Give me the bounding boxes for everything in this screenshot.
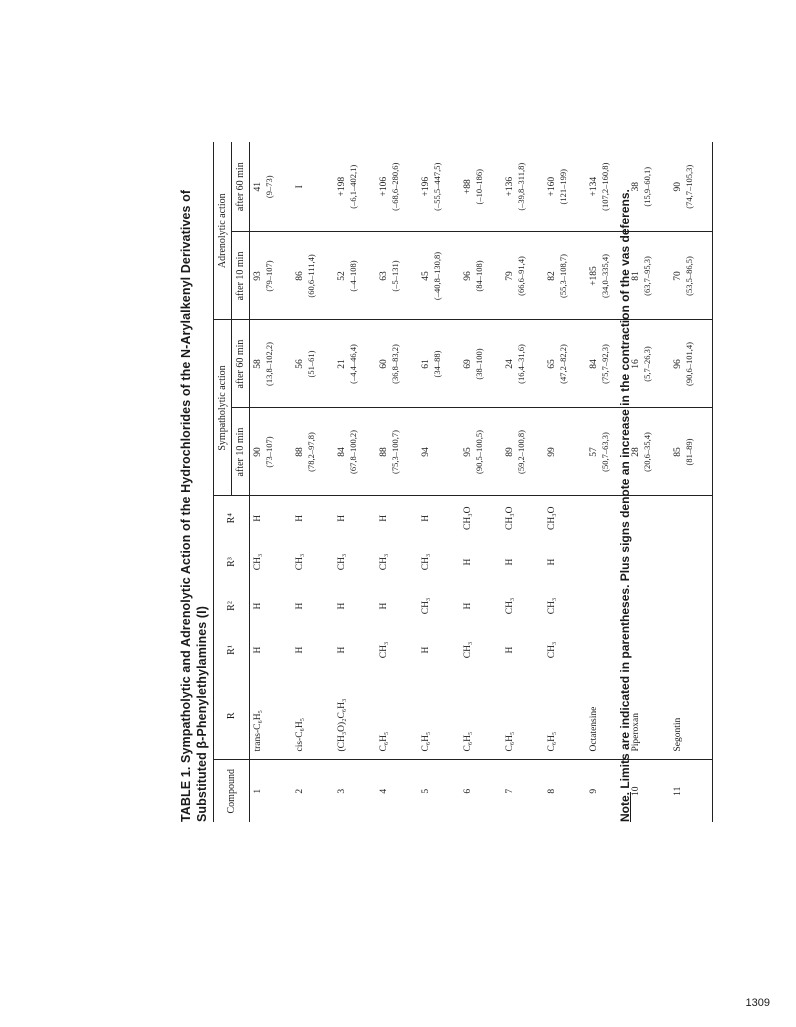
sympatholytic-after60-limits: (5,7–26,3) — [642, 346, 652, 382]
adrenolytic-after10-limits: (53,5–86,5) — [684, 256, 694, 296]
sympatholytic-after10-value: 95 — [463, 447, 473, 457]
adrenolytic-after10-value: 96 — [463, 271, 473, 281]
compound-number: 4 — [379, 788, 389, 794]
sympatholytic-after60-cell — [250, 320, 293, 408]
adrenolytic-after10-limits: (–4–108) — [348, 260, 358, 292]
compound-r1 — [628, 628, 670, 672]
header-r1: R¹ — [214, 628, 250, 672]
adrenolytic-after10-value: 82 — [547, 271, 557, 281]
adrenolytic-after60-value: +136 — [505, 176, 515, 197]
adrenolytic-after60-value: 41 — [253, 181, 263, 192]
table-row — [334, 142, 376, 822]
compound-r4: H — [421, 514, 431, 522]
sympatholytic-after10-value: 85 — [673, 447, 683, 457]
compound-r4: H — [337, 514, 347, 522]
sympatholytic-after60-cell — [628, 320, 670, 408]
sympatholytic-after10-limits: (20,6–35,4) — [642, 432, 652, 472]
header-adr-after60: after 60 min — [232, 142, 250, 232]
adrenolytic-after10-cell — [418, 232, 460, 320]
adrenolytic-after10-cell — [250, 232, 293, 320]
note-label: Note. — [618, 792, 632, 822]
sympatholytic-after60-limits: (36,8–83,2) — [390, 344, 400, 384]
table-row — [628, 142, 670, 822]
table-row — [376, 142, 418, 822]
sympatholytic-after10-cell — [418, 408, 460, 496]
sympatholytic-after60-cell — [376, 320, 418, 408]
sympatholytic-after60-value: 96 — [673, 359, 683, 369]
note-text: Limits are indicated in parentheses. Plus signs denote an increase in the contraction of the vas deferens. — [618, 189, 632, 789]
compound-r4: H — [379, 514, 389, 522]
adrenolytic-after60-limits: (–68,6–280,6) — [390, 162, 400, 211]
compound-r: trans-C₆H₅ — [250, 672, 293, 760]
adrenolytic-after60-value: +160 — [547, 176, 557, 197]
adrenolytic-after60-limits: (74,7–105,3) — [684, 164, 694, 209]
page-number: 1309 — [745, 997, 770, 1009]
adrenolytic-after60-value: 38 — [631, 181, 641, 192]
compound-r2: CH₃ — [547, 597, 557, 615]
adrenolytic-after60-limits: (–39,8–311,8) — [516, 162, 526, 211]
table-row — [502, 142, 544, 822]
sympatholytic-after10-cell — [292, 408, 334, 496]
compound-r: Segontin — [670, 672, 713, 760]
header-sym-after60: after 60 min — [232, 320, 250, 408]
sympatholytic-after60-limits: (90,6–101,4) — [684, 342, 694, 386]
sympatholytic-after60-cell — [418, 320, 460, 408]
adrenolytic-after10-cell — [334, 232, 376, 320]
table-row — [670, 142, 713, 822]
rotated-table-page — [178, 142, 694, 822]
compound-r2: H — [463, 602, 473, 610]
compound-r4 — [670, 496, 713, 540]
compound-r1: H — [253, 646, 263, 654]
sympatholytic-after60-value: 56 — [295, 359, 305, 369]
adrenolytic-after10-limits: (55,3–108,7) — [558, 254, 568, 298]
sympatholytic-after10-value: 57 — [589, 447, 599, 457]
compound-number: 9 — [589, 788, 599, 794]
sympatholytic-after10-limits: (50,7–63,3) — [600, 432, 610, 472]
header-sym-after10: after 10 min — [232, 408, 250, 496]
header-compound: Compound — [214, 760, 250, 822]
adrenolytic-after10-cell — [670, 232, 713, 320]
sympatholytic-after60-limits: (51–61) — [306, 350, 316, 378]
sympatholytic-after60-limits: (34–88) — [432, 350, 442, 378]
compound-r4 — [628, 496, 670, 540]
sympatholytic-after10-cell — [334, 408, 376, 496]
adrenolytic-after10-limits: (84–108) — [474, 260, 484, 292]
adrenolytic-after10-value: 63 — [379, 271, 389, 281]
compound-r2: H — [253, 602, 263, 610]
compound-r2 — [670, 584, 713, 628]
sympatholytic-after60-value: 58 — [253, 359, 263, 369]
compound-r2: H — [337, 602, 347, 610]
sympatholytic-after10-cell — [544, 408, 586, 496]
table-row — [418, 142, 460, 822]
compound-r: (CH₃O)₂C₆H₃ — [334, 672, 376, 760]
sympatholytic-after60-cell — [544, 320, 586, 408]
sympatholytic-after10-cell — [250, 408, 293, 496]
sympatholytic-after60-limits: (38–100) — [474, 348, 484, 380]
sympatholytic-after10-cell — [460, 408, 502, 496]
adrenolytic-after10-cell — [460, 232, 502, 320]
sympatholytic-after10-value: 84 — [337, 447, 347, 457]
data-table — [213, 142, 713, 822]
compound-r: C₆H₅ — [460, 672, 502, 760]
compound-r2: H — [379, 602, 389, 610]
adrenolytic-after10-limits: (79–107) — [264, 260, 274, 292]
sympatholytic-after10-cell — [670, 408, 713, 496]
table-body — [250, 142, 713, 822]
compound-r: Octatensine — [586, 672, 628, 760]
compound-r1 — [670, 628, 713, 672]
adrenolytic-after60-value: +196 — [421, 176, 431, 197]
sympatholytic-after10-limits: (78,2–97,8) — [306, 432, 316, 472]
sympatholytic-after10-value: 88 — [379, 447, 389, 457]
sympatholytic-after60-value: 60 — [379, 359, 389, 369]
compound-r3: H — [505, 558, 515, 566]
table-row — [292, 142, 334, 822]
sympatholytic-after60-limits: (75,7–92,3) — [600, 344, 610, 384]
adrenolytic-after60-limits: (–10–186) — [474, 169, 484, 205]
adrenolytic-after60-limits: (107,2–160,8) — [600, 162, 610, 211]
adrenolytic-after60-cell — [292, 142, 334, 232]
compound-r4: H — [295, 514, 305, 522]
compound-number: 6 — [463, 788, 473, 794]
adrenolytic-after10-cell — [376, 232, 418, 320]
compound-number: 8 — [547, 788, 557, 794]
compound-r3 — [628, 540, 670, 584]
compound-r2: CH₃ — [421, 597, 431, 615]
compound-r: C₆H₅ — [544, 672, 586, 760]
compound-r2: H — [295, 602, 305, 610]
compound-r3: CH₃ — [253, 553, 263, 571]
header-r3: R³ — [214, 540, 250, 584]
compound-number: 7 — [505, 788, 515, 794]
sympatholytic-after60-value: 16 — [631, 359, 641, 369]
sympatholytic-after10-limits: (73–107) — [264, 436, 274, 468]
table-header — [214, 142, 250, 822]
adrenolytic-after60-cell — [544, 142, 586, 232]
compound-r3: H — [547, 558, 557, 566]
adrenolytic-after60-cell — [670, 142, 713, 232]
sympatholytic-after60-value: 24 — [505, 359, 515, 369]
compound-number: 3 — [337, 788, 347, 794]
adrenolytic-after60-cell — [376, 142, 418, 232]
sympatholytic-after60-cell — [292, 320, 334, 408]
compound-number: 5 — [421, 788, 431, 794]
adrenolytic-after60-value: +88 — [463, 179, 473, 195]
header-r2: R² — [214, 584, 250, 628]
header-sympatholytic: Sympatholytic action — [214, 320, 232, 496]
sympatholytic-after60-cell — [502, 320, 544, 408]
header-r: R — [214, 672, 250, 760]
adrenolytic-after60-cell — [460, 142, 502, 232]
compound-r: Piperoxan — [628, 672, 670, 760]
compound-r1: H — [337, 646, 347, 654]
adrenolytic-after60-value: +106 — [379, 176, 389, 197]
adrenolytic-after60-value: +134 — [589, 176, 599, 197]
sympatholytic-after60-limits: (16,4–31,6) — [516, 344, 526, 384]
adrenolytic-after10-limits: (66,6–91,4) — [516, 256, 526, 296]
sympatholytic-after60-cell — [460, 320, 502, 408]
adrenolytic-after60-value: +198 — [337, 176, 347, 197]
adrenolytic-after10-cell — [628, 232, 670, 320]
adrenolytic-after60-cell — [250, 142, 293, 232]
adrenolytic-after10-limits: (34,0–335,4) — [600, 254, 610, 298]
adrenolytic-after60-cell — [502, 142, 544, 232]
adrenolytic-after10-cell — [292, 232, 334, 320]
compound-number: 1 — [253, 788, 263, 794]
adrenolytic-after10-value: 81 — [631, 271, 641, 281]
header-adr-after10: after 10 min — [232, 232, 250, 320]
sympatholytic-after10-limits: (67,8–100,2) — [348, 430, 358, 474]
sympatholytic-after60-value: 61 — [421, 359, 431, 369]
sympatholytic-after60-limits: (–4,4–46,4) — [348, 344, 358, 384]
table-title: TABLE 1. Sympatholytic and Adrenolytic Action of the Hydrochlorides of the N-Arylalkenyl Derivatives of Substituted β-Phenylethylamines (I) — [179, 189, 209, 822]
sympatholytic-after60-limits: (13,8–102,2) — [264, 342, 274, 386]
sympatholytic-after60-value: 84 — [589, 359, 599, 369]
adrenolytic-after60-value: 90 — [673, 181, 683, 192]
sympatholytic-after10-value: 88 — [295, 447, 305, 457]
adrenolytic-after10-value: 79 — [505, 271, 515, 281]
adrenolytic-after60-cell — [334, 142, 376, 232]
compound-r3: CH₃ — [295, 553, 305, 571]
compound-r1: CH₃ — [379, 641, 389, 659]
compound-r4: CH₃O — [547, 506, 557, 530]
compound-number: 10 — [631, 786, 641, 796]
adrenolytic-after10-limits: (63,7–95,3) — [642, 256, 652, 296]
compound-r1: H — [505, 646, 515, 654]
adrenolytic-after60-cell — [628, 142, 670, 232]
adrenolytic-after60-limits: (–6,1–402,1) — [348, 164, 358, 209]
compound-r4: H — [253, 514, 263, 522]
adrenolytic-after10-limits: (–5–131) — [390, 260, 400, 292]
table-row — [544, 142, 586, 822]
adrenolytic-after10-value: 45 — [421, 271, 431, 281]
table-row — [460, 142, 502, 822]
compound-r: C₆H₅ — [418, 672, 460, 760]
compound-r: C₆H₅ — [502, 672, 544, 760]
sympatholytic-after10-limits: (75,3–100,7) — [390, 430, 400, 474]
sympatholytic-after10-cell — [376, 408, 418, 496]
sympatholytic-after10-value: 99 — [547, 447, 557, 457]
table-row — [250, 142, 293, 822]
sympatholytic-after60-value: 65 — [547, 359, 557, 369]
table-note — [618, 142, 632, 822]
adrenolytic-after60-limits: (15,9–60,1) — [642, 166, 652, 207]
compound-r1: CH₃ — [463, 641, 473, 659]
sympatholytic-after60-value: 21 — [337, 359, 347, 369]
compound-r4: CH₃O — [505, 506, 515, 530]
compound-r3: CH₃ — [379, 553, 389, 571]
compound-r: C₆H₅ — [376, 672, 418, 760]
adrenolytic-after60-limits: (121–199) — [558, 169, 568, 205]
adrenolytic-after10-limits: (60,6–111,4) — [306, 254, 316, 298]
adrenolytic-after10-limits: (–40,8–130,8) — [432, 251, 442, 301]
compound-r3 — [670, 540, 713, 584]
sympatholytic-after10-value: 90 — [253, 447, 263, 457]
sympatholytic-after60-cell — [670, 320, 713, 408]
compound-r1: H — [295, 646, 305, 654]
sympatholytic-after10-value: 89 — [505, 447, 515, 457]
sympatholytic-after10-limits: (81–89) — [684, 438, 694, 466]
header-r4: R⁴ — [214, 496, 250, 540]
sympatholytic-after10-limits: (90,5–100,5) — [474, 430, 484, 474]
compound-r2 — [628, 584, 670, 628]
compound-r3: CH₃ — [337, 553, 347, 571]
compound-r3: CH₃ — [421, 553, 431, 571]
adrenolytic-after10-cell — [544, 232, 586, 320]
adrenolytic-after10-value: 93 — [253, 271, 263, 281]
sympatholytic-after10-value: 94 — [421, 447, 431, 457]
sympatholytic-after60-cell — [334, 320, 376, 408]
sympatholytic-after10-cell — [502, 408, 544, 496]
compound-r1: H — [421, 646, 431, 654]
adrenolytic-after10-value: 52 — [337, 271, 347, 281]
adrenolytic-after60-limits: (–55,5–447,5) — [432, 162, 442, 211]
sympatholytic-after60-limits: (47,2–82,2) — [558, 344, 568, 384]
compound-r4: CH₃O — [463, 506, 473, 530]
adrenolytic-after10-cell — [502, 232, 544, 320]
header-adrenolytic: Adrenolytic action — [214, 142, 232, 320]
sympatholytic-after10-limits: (59,2–100,8) — [516, 430, 526, 474]
sympatholytic-after10-cell — [628, 408, 670, 496]
sympatholytic-after60-value: 69 — [463, 359, 473, 369]
sympatholytic-after10-value: 28 — [631, 447, 641, 457]
adrenolytic-after60-cell — [418, 142, 460, 232]
adrenolytic-after60-value: I — [295, 185, 305, 189]
compound-number: 2 — [295, 788, 305, 794]
compound-r1: CH₃ — [547, 641, 557, 659]
adrenolytic-after10-value: 70 — [673, 271, 683, 281]
compound-number: 11 — [670, 760, 713, 822]
compound-r: cis-C₆H₅ — [292, 672, 334, 760]
compound-r3: H — [463, 558, 473, 566]
adrenolytic-after10-value: 86 — [295, 271, 305, 281]
adrenolytic-after10-value: +185 — [589, 266, 599, 286]
compound-r2: CH₃ — [505, 597, 515, 615]
adrenolytic-after60-limits: (9–73) — [264, 175, 274, 199]
